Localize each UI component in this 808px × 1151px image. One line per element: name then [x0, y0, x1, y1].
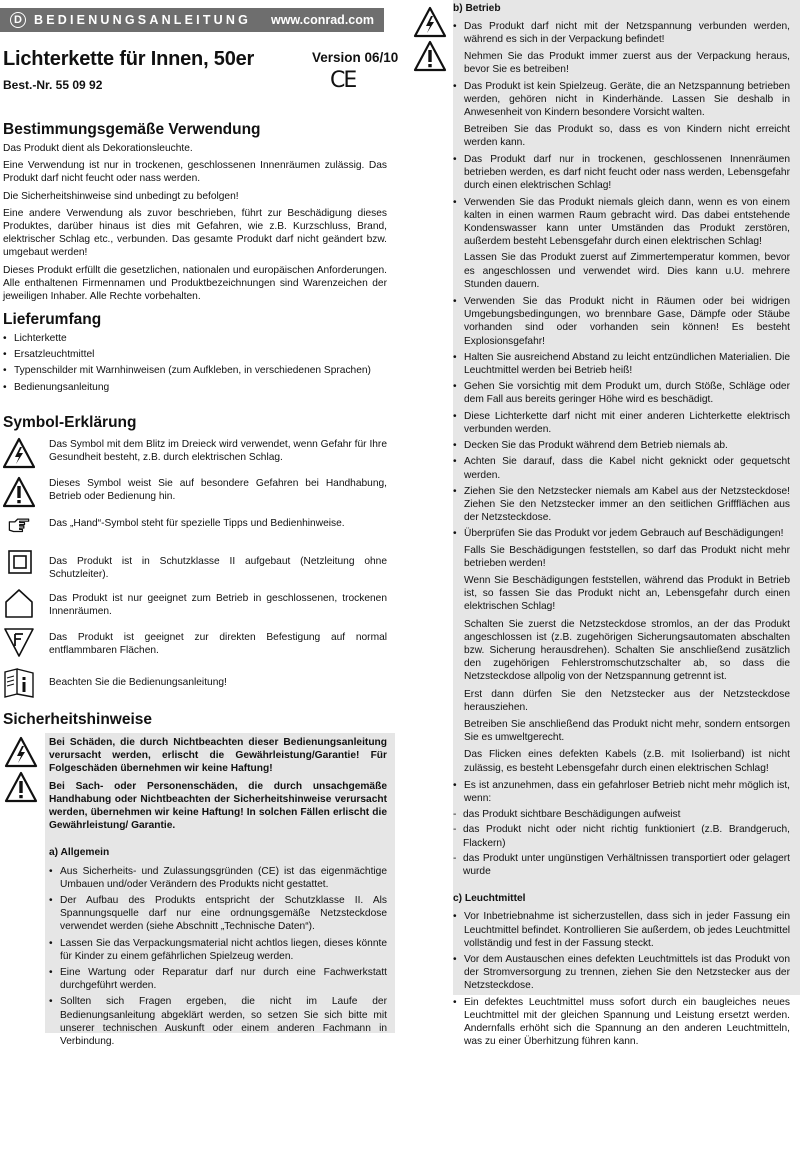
list-item: • Gehen Sie vorsichtig mit dem Produkt um, durch Stöße, Schläge oder dem Fall aus bereits geringer Höhe wird es beschädigt. [453, 380, 790, 406]
general-subheading: a) Allgemein [49, 847, 110, 859]
order-number: Best.-Nr. 55 09 92 [3, 78, 103, 92]
condition-item: - das Produkt nicht oder nicht richtig funktioniert (z.B. Brandgeruch, Flackern) [453, 823, 790, 849]
paragraph: Lassen Sie das Produkt zuerst auf Zimmertemperatur kommen, bevor es angeschlossen und verwendet wird. Dies kann u.U. mehrere Stunden dauern. [464, 252, 790, 290]
lamps-subheading: c) Leuchtmittel [453, 893, 526, 905]
list-item: • Achten Sie darauf, dass die Kabel nicht geknickt oder gequetscht werden. [453, 455, 790, 481]
paragraph: Falls Sie Beschädigungen feststellen, so darf das Produkt nicht mehr betrieben werden! [464, 544, 790, 569]
paragraph: Eine Verwendung ist nur in trockenen, geschlossenen Innenräumen zulässig. Das Produkt darf nicht feucht oder nass werden. [3, 160, 387, 185]
warranty-warning: Bei Schäden, die durch Nichtbeachten dieser Bedienungsanleitung verursacht werden, erlischt die Gewährleistung/Garantie! Für Folgeschäden übernehmen wir keine Haftung! [49, 737, 387, 775]
list-item: • Ersatzleuchtmittel [3, 348, 387, 361]
condition-item: - das Produkt sichtbare Beschädigungen aufweist [453, 808, 790, 821]
paragraph: Erst dann dürfen Sie den Netzstecker aus der Netzsteckdose herausziehen. [464, 688, 790, 713]
safety-warnings [49, 736, 387, 1051]
condition-item: - das Produkt unter ungünstigen Verhältnissen transportiert oder gelagert wurde [453, 852, 790, 878]
symbol-description: Dieses Symbol weist Sie auf besondere Gefahren bei Handhabung, Betrieb oder Bedienung hin. [49, 478, 387, 503]
list-item: • Verwenden Sie das Produkt niemals gleich dann, wenn es von einem kalten in einen warmen Raum gebracht wird. Das dabei entstehende Kondenswasser kann unter Umständen das Produkt zerstören, außerdem besteht Lebensgefahr durch einen elektrischen Schlag! [453, 196, 790, 249]
list-item: • Das Produkt ist kein Spielzeug. Geräte, die an Netzspannung betrieben werden, gehören nicht in Kinderhände. Lassen Sie deshalb in Anwesenheit von Kindern besondere Vorsicht walten. [453, 80, 790, 120]
operation-section [453, 2, 790, 1051]
list-item: • Das Produkt darf nur in trockenen, geschlossenen Innenräumen betrieben werden, es darf nicht feucht oder nass werden, Lebensgefahr durch einen elektrischen Schlag! [453, 153, 790, 193]
lightning-triangle-icon [4, 736, 38, 768]
paragraph: Das Produkt dient als Dekorationsleuchte. [3, 143, 193, 154]
symbols-heading: Symbol-Erklärung [3, 414, 137, 431]
paragraph: Nehmen Sie das Produkt immer zuerst aus der Verpackung heraus, bevor Sie es betreiben! [464, 50, 790, 75]
symbol-description: Das Produkt ist nur geeignet zum Betrieb in geschlossenen, trockenen Innenräumen. [49, 593, 387, 618]
list-item: • Aus Sicherheits- und Zulassungsgründen (CE) ist das eigenmächtige Umbauen und/oder Verändern des Produkts nicht gestattet. [49, 865, 387, 891]
website-link[interactable]: www.conrad.com [270, 13, 374, 27]
scope-heading: Lieferumfang [3, 311, 102, 328]
list-item: • Halten Sie ausreichend Abstand zu leicht entzündlichen Materialien. Die Leuchtmittel werden bei Betrieb heiß! [453, 351, 790, 377]
paragraph: Betreiben Sie anschließend das Produkt nicht mehr, sondern entsorgen Sie es umweltgerecht. [464, 718, 790, 744]
list-item: • Ziehen Sie den Netzstecker niemals am Kabel aus der Netzsteckdose! Ziehen Sie den Netzstecker immer an den seitlichen Griffflächen aus der Netzsteckdose. [453, 485, 790, 525]
list-item: • Eine Wartung oder Reparatur darf nur durch eine Fachwerkstatt durchgeführt werden. [49, 966, 387, 992]
list-item: • Diese Lichterkette darf nicht mit einer anderen Lichterkette elektrisch verbunden werden. [453, 410, 790, 436]
pointing-hand-icon [3, 515, 35, 537]
list-item: • Sollten sich Fragen ergeben, die nicht im Laufe der Bedienungsanleitung abgeklärt werden, so setzen Sie sich bitte mit unserer technischen Auskunft oder einem anderen Fachmann in Verbindung. [49, 995, 387, 1048]
protection-class-ii-icon [3, 546, 35, 578]
exclamation-triangle-icon [4, 771, 38, 803]
symbol-description: Beachten Sie die Bedienungsanleitung! [49, 677, 227, 688]
symbol-description: Das Produkt ist in Schutzklasse II aufgebaut (Netzleitung ohne Schutzleiter). [49, 556, 387, 581]
paragraph: Die Sicherheitshinweise sind unbedingt zu befolgen! [3, 190, 239, 202]
ce-mark-icon: CE [330, 68, 356, 93]
exclamation-triangle-icon [413, 40, 447, 72]
paragraph: Dieses Produkt erfüllt die gesetzlichen, nationalen und europäischen Anforderungen. Alle enthaltenen Firmennamen und Produktbezeichnungen sind Warenzeichen der jeweiligen Inhaber. Alle Rechte vorbehalten. [3, 264, 387, 303]
liability-warning: Bei Sach- oder Personenschäden, die durch unsachgemäße Handhabung oder Nichtbeachten der Sicherheitshinweise verursacht werden, übernehmen wir keine Haftung! In solchen Fällen erlischt die Gewährleistung/ Garantie. [49, 780, 387, 832]
list-item: • Ein defektes Leuchtmittel muss sofort durch ein baugleiches neues Leuchtmittel mit der gleichen Spannung und Leistung ersetzt werden. Andernfalls erhöht sich die Spannung an den anderen Leuchtmitteln, was zu einer Überhitzung führen kann. [453, 996, 790, 1049]
list-item: • Es ist anzunehmen, dass ein gefahrloser Betrieb nicht mehr möglich ist, wenn: [453, 779, 790, 805]
list-item: • Überprüfen Sie das Produkt vor jedem Gebrauch auf Beschädigungen! [453, 527, 790, 540]
list-item: • Verwenden Sie das Produkt nicht in Räumen oder bei widrigen Umgebungsbedingungen, wo brennbare Gase, Dämpfe oder Stäube vorhanden sind oder vorhanden sein können! Es besteht Explosionsgefahr! [453, 295, 790, 348]
page-title: Lichterkette für Innen, 50er [3, 48, 255, 70]
list-item: • Lichterkette [3, 332, 387, 345]
language-badge: D [10, 12, 26, 28]
intended-use-section [3, 142, 387, 307]
list-item: • Typenschilder mit Warnhinweisen (zum Aufkleben, in verschiedenen Sprachen) [3, 364, 387, 377]
list-item: • Bedienungsanleitung [3, 381, 387, 394]
paragraph: Wenn Sie Beschädigungen feststellen, während das Produkt in Betrieb ist, so fassen Sie das Produkt nicht an, Lebensgefahr durch einen elektrischen Schlag! [464, 574, 790, 613]
intended-use-heading: Bestimmungsgemäße Verwendung [3, 121, 261, 138]
version-label: Version 06/10 [312, 50, 399, 65]
paragraph: Das Flicken eines defekten Kabels (z.B. mit Isolierband) ist nicht zulässig, es besteht Lebensgefahr durch einen elektrischen Schlag! [464, 749, 790, 774]
lightning-triangle-icon [3, 437, 35, 469]
list-item: • Vor dem Austauschen eines defekten Leuchtmittels ist das Produkt von der Stromversorgung zu trennen, ziehen Sie den Netzstecker aus der Netzsteckdose. [453, 953, 790, 993]
safety-heading: Sicherheitshinweise [3, 711, 153, 728]
manual-label: BEDIENUNGSANLEITUNG [34, 13, 252, 27]
list-item: • Decken Sie das Produkt während dem Betrieb niemals ab. [453, 439, 790, 452]
indoor-house-icon [3, 587, 35, 619]
symbol-description: Das Symbol mit dem Blitz im Dreieck wird verwendet, wenn Gefahr für Ihre Gesundheit besteht, z.B. durch elektrischen Schlag. [49, 439, 387, 464]
lightning-triangle-icon [413, 6, 447, 38]
manual-header-bar [0, 8, 384, 32]
symbol-description: Das Produkt ist geeignet zur direkten Befestigung auf normal entflammbaren Flächen. [49, 632, 387, 657]
paragraph: Betreiben Sie das Produkt so, dass es von Kindern nicht erreicht werden kann. [464, 123, 790, 148]
list-item: • Das Produkt darf nicht mit der Netzspannung verbunden werden, während es sich in der Verpackung befindet! [453, 20, 790, 46]
list-item: • Vor Inbetriebnahme ist sicherzustellen, dass sich in jeder Fassung ein Leuchtmittel befindet. Kontrollieren Sie außerdem, ob jedes Leuchtmittel vollständig und fest in der Fassung steckt. [453, 910, 790, 950]
operation-subheading: b) Betrieb [453, 3, 501, 14]
paragraph: Schalten Sie zuerst die Netzsteckdose stromlos, an der das Produkt angeschlossen ist (z.B. zugehörigen Sicherungsautomaten abschalten bzw. Sicherung herausdrehen). Schalten Sie anschließend zusätzlich den zugehörigen Fehlerstromschutzschalter ab, so dass die Netzsteckdose allpolig von der Netzspannung getrennt ist. [464, 618, 790, 683]
list-item: • Lassen Sie das Verpackungsmaterial nicht achtlos liegen, dieses könnte für Kinder zu einem gefährlichen Spielzeug werden. [49, 937, 387, 963]
flammable-surface-f-icon [3, 626, 35, 658]
paragraph: Eine andere Verwendung als zuvor beschrieben, führt zur Beschädigung dieses Produktes, darüber hinaus ist dies mit Gefahren, wie z.B. Kurzschluss, Brand, elektrischer Schlag etc., verbunden. Das gesamte Produkt darf nicht geändert bzw. umgebaut werden! [3, 207, 387, 259]
read-manual-icon [3, 666, 35, 698]
list-item: • Der Aufbau des Produkts entspricht der Schutzklasse II. Als Spannungsquelle darf nur eine ordnungsgemäße Netzsteckdose verwendet werden (siehe Abschnitt „Technische Daten“). [49, 894, 387, 934]
exclamation-triangle-icon [3, 476, 35, 508]
scope-list [3, 332, 387, 397]
symbol-description: Das „Hand“-Symbol steht für spezielle Tipps und Bedienhinweise. [49, 518, 345, 529]
